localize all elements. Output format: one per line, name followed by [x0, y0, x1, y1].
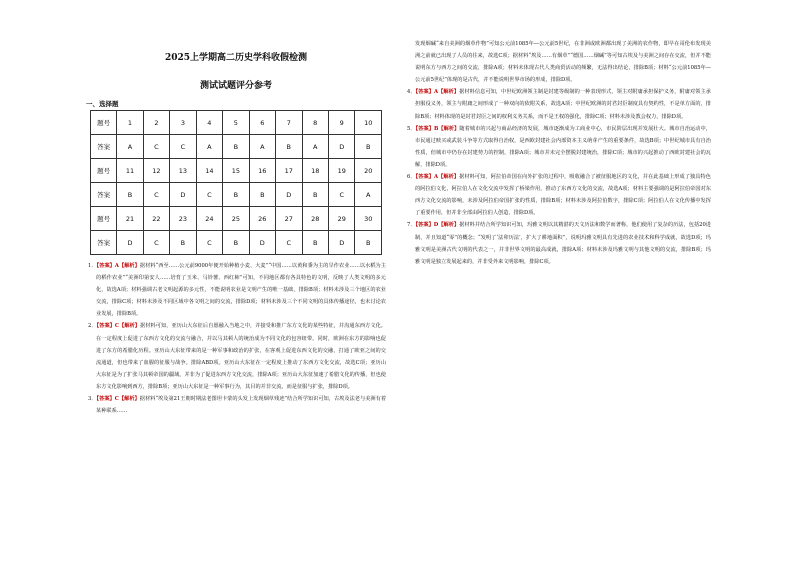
table-cell: D: [276, 183, 302, 207]
table-cell: 21: [117, 207, 143, 231]
row-label: 答案: [91, 231, 117, 255]
table-cell: D: [328, 231, 354, 255]
table-cell: C: [276, 231, 302, 255]
table-cell: C: [196, 231, 222, 255]
left-column: [86, 0, 386, 417]
table-cell: C: [328, 183, 354, 207]
table-cell: D: [170, 183, 196, 207]
table-row: [91, 159, 382, 183]
explanation-text: 发现烟碱“来自美洲的烟草作物”可知公元前1085年—公元前5世纪，在非洲或欧洲都出现了美洲的农作物，即早在哥伦布发现美洲之前就已出现了人员的往来，故选C项；据材料“埃及……有烟草”“德国……烟碱”等可知古埃及与美洲之间存在交流，但并不能说明东方与西方之间的交流，排除A项；材料未体现古代人类商贸活动的频繁，无法得出结论，排除B项；材料“公元前1085年—公元前5世纪”体现的是古代，并不能说明世界市场的形成，排除D项。: [415, 41, 711, 84]
row-label: 题号: [91, 207, 117, 231]
question-number: 7．: [407, 222, 416, 229]
question-number: 3．: [88, 396, 97, 403]
table-cell: 24: [196, 207, 222, 231]
row-label: 题号: [91, 159, 117, 183]
answer-tag: 【答案】A【解析】: [415, 174, 460, 181]
right-column: [405, 38, 711, 268]
explanation-q3: [86, 393, 386, 417]
table-cell: B: [249, 183, 275, 207]
answer-table: [90, 110, 382, 255]
table-cell: D: [328, 135, 354, 159]
question-number: 2．: [88, 323, 97, 330]
section-label: 一、选择题: [86, 100, 119, 108]
table-cell: C: [143, 135, 169, 159]
explanation-q5: [405, 123, 711, 171]
table-cell: 19: [328, 159, 354, 183]
table-cell: 3: [170, 111, 196, 135]
answer-tag: 【答案】A【解析】: [415, 89, 460, 96]
table-cell: C: [143, 231, 169, 255]
table-cell: B: [223, 135, 249, 159]
table-cell: 22: [143, 207, 169, 231]
table-row: [91, 231, 382, 255]
explanation-text: 据材料“埃及第21王朝时期法老图坦卡蒙的头发上发现烟草残迹”结合所学知识可知，古埃及法老与美洲有着某种联系……: [96, 396, 387, 415]
table-cell: 8: [302, 111, 328, 135]
row-label: 答案: [91, 135, 117, 159]
explanation-text: 据材料可知，阿拉伯帝国在向外扩张的过程中，吸收融合了被征服地区的文化，并在此基础上形成了独具特色的阿拉伯文化，阿拉伯人在文化交流中发挥了桥梁作用，推动了东西方文化的交流，故选A项；材料主要强调的是阿拉伯帝国对东西方文化交流的影响，未涉及阿拉伯帝国扩张的性质，排除B项；材料未涉及阿拉伯数字，排除C项；阿拉伯人在文化传播中发挥了重要作用，但并非全部由阿拉伯人创造，排除D项。: [415, 174, 711, 217]
table-cell: 15: [223, 159, 249, 183]
explanation-q4: [405, 86, 711, 122]
table-cell: B: [302, 231, 328, 255]
explanation-q7: [405, 219, 711, 267]
table-cell: B: [170, 231, 196, 255]
explanation-text: 随着城市的兴起与商品经济的发展，城市逐渐成为工商业中心，市民阶层出现并发展壮大。城市自治运动中，市民通过赎买或武装斗争等方式取得自治权，是西欧封建社会内部资本主义萌芽产生的重要条件，故选B项；中世纪城市具有自治性质，但城市中仍存在封建势力的控制，排除A项；城市并未完全摆脱封建统治，排除C项；城市的兴起推动了西欧封建社会的瓦解，排除D项。: [415, 125, 711, 168]
explanation-q3-continued: [405, 38, 711, 86]
table-cell: B: [223, 183, 249, 207]
table-cell: B: [302, 183, 328, 207]
table-cell: 29: [328, 207, 354, 231]
question-number: 5．: [407, 125, 416, 132]
table-cell: A: [355, 183, 382, 207]
explanation-q6: [405, 171, 711, 219]
table-cell: D: [249, 231, 275, 255]
table-row: [91, 135, 382, 159]
table-cell: B: [355, 135, 382, 159]
table-cell: 17: [276, 159, 302, 183]
table-cell: 2: [143, 111, 169, 135]
explanation-text: 据材料信息可知，中世纪欧洲领主制是封建等级制的一种表现形式，领主对附庸承担保护义务，附庸对领主承担服役义务，领主与附庸之间形成了一种双向的依附关系，故选A项；中世纪欧洲的封君封臣制度具有契约性，不是单方面的，排除B项；材料体现的是封君封臣之间的权利义务关系，而不是王权的强化，排除C项；材料未涉及教会权力，排除D项。: [415, 89, 711, 120]
table-cell: 28: [302, 207, 328, 231]
table-row: [91, 207, 382, 231]
answer-tag: 【答案】C【解析】: [96, 323, 141, 330]
table-cell: A: [249, 135, 275, 159]
table-cell: 27: [276, 207, 302, 231]
table-cell: 20: [355, 159, 382, 183]
table-cell: 1: [117, 111, 143, 135]
explanation-text: 据材料“西至……公元前9000年便开始种植小麦、大麦”“中国……以黄和黍为主的旱作农业……以水稻为主的稻作农业”“美洲印第安人……培育了玉米、马铃薯、西红柿”可知，不同地区都有各具特色的文明，反映了人类文明的多元化，故选A项；材料强调古老文明起源的多元性，不能说明农业是文明产生的唯一基础，排除B项；材料未涉及三个地区的农业交流，排除C项；材料未涉及不同区域中各文明之间的交流，排除D项；材料未涉及三个不同文明的具体传播途径，也未讨论农业发展，排除B项。: [96, 263, 386, 318]
table-cell: 6: [249, 111, 275, 135]
answer-tag: 【答案】B【解析】: [415, 125, 460, 132]
explanation-q1: [86, 260, 386, 320]
row-label: 题号: [91, 111, 117, 135]
table-cell: B: [223, 231, 249, 255]
table-cell: 13: [170, 159, 196, 183]
page-title: 2025上学期高二历史学科收假检测: [164, 53, 308, 63]
question-number: 1．: [88, 263, 97, 269]
answer-tag: 【答案】C【解析】: [96, 396, 140, 403]
table-cell: 16: [249, 159, 275, 183]
table-cell: 10: [355, 111, 382, 135]
table-cell: B: [276, 135, 302, 159]
table-cell: 18: [302, 159, 328, 183]
table-cell: 14: [196, 159, 222, 183]
table-cell: B: [355, 231, 382, 255]
table-cell: 4: [196, 111, 222, 135]
table-cell: A: [117, 135, 143, 159]
table-cell: C: [170, 135, 196, 159]
question-number: 6．: [407, 174, 416, 181]
table-cell: 7: [276, 111, 302, 135]
explanation-text: 据材料并结合所学知识可知，玛雅文明以其精湛的天文历法和数学而著称，他们使用了复杂的历法，包括20进制，并且知道“零”的概念；“发明了‘法卯历法’，扩大了耕地面积”，说明玛雅文明具有先进的农业技术和科学成就，故选D项；玛雅文明是美洲古代文明的代表之一，并非世界文明的最高成就，排除A项；材料未涉及玛雅文明与其他文明的交流，排除B项；玛雅文明是独立发展起来的，并非受外来文明影响，排除C项。: [415, 222, 711, 265]
table-cell: A: [196, 135, 222, 159]
table-cell: 23: [170, 207, 196, 231]
table-cell: C: [196, 183, 222, 207]
explanation-text: 据材料可知，亚历山大东征后自愿融入当地之中，并接受和推广东方文化的某些特征，并沟通东西方文化。在一定程度上促进了东西方文化的交流与融合，并以马其顿人的统治成为不同文化的包容纽带。同时，欧洲在东方的影响也促进了东方的希腊化历程。亚历山大东征带来的是一种军事和政治的扩张，在客观上促进东西文化的交融，打通了欧亚之间的交流通道，但也带来了血腥的征服与战争。排除ABD项。亚历山大东征在一定程度上推动了东西方文化交流，故选C项；亚历山大东征是为了扩张马其顿帝国的疆域，并非为了促进东西方文化交流，排除A项；亚历山大东征加速了希腊文化的传播，但也使东方文化影响到西方，排除B项；亚历山大东征是一种军事行为，其目的并非交流，而是征服与扩张，排除D项。: [96, 323, 386, 390]
question-number: 4．: [407, 89, 416, 96]
table-cell: A: [302, 135, 328, 159]
table-cell: 30: [355, 207, 382, 231]
table-cell: 5: [223, 111, 249, 135]
table-cell: D: [117, 231, 143, 255]
table-cell: 12: [143, 159, 169, 183]
table-cell: 11: [117, 159, 143, 183]
table-cell: 26: [249, 207, 275, 231]
page-subtitle: 测试试题评分参考: [199, 81, 272, 91]
explanation-q2: [86, 320, 386, 393]
answer-tag: 【答案】A【解析】: [96, 263, 140, 269]
table-row: [91, 183, 382, 207]
row-label: 答案: [91, 183, 117, 207]
answer-tag: 【答案】D【解析】: [415, 222, 460, 229]
table-cell: 9: [328, 111, 354, 135]
table-cell: 25: [223, 207, 249, 231]
table-cell: B: [117, 183, 143, 207]
table-cell: C: [143, 183, 169, 207]
table-row: [91, 111, 382, 135]
